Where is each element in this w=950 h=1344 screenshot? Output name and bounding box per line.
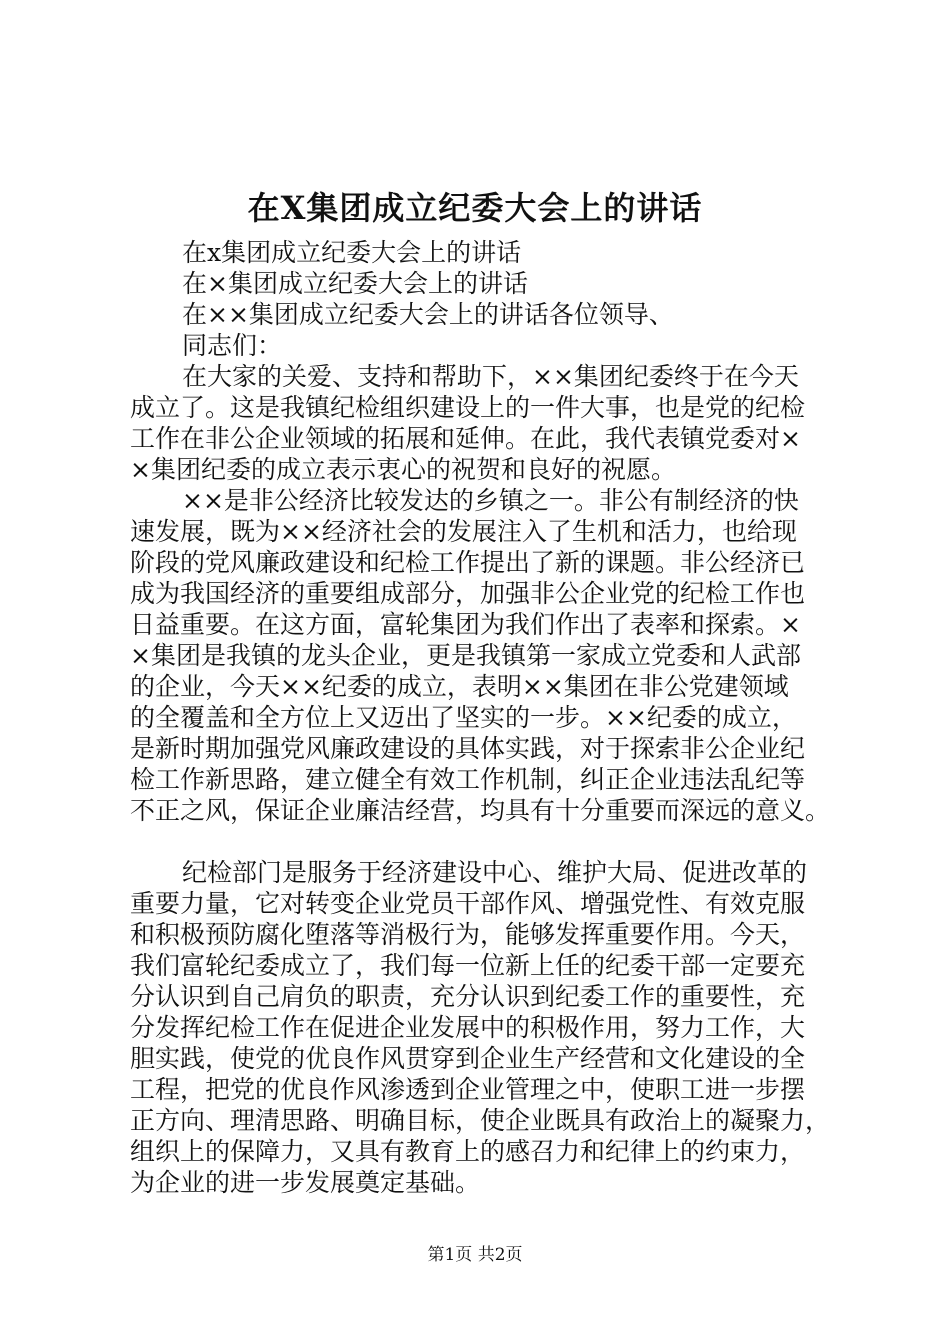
text-line: 在x集团成立纪委大会上的讲话 [182, 238, 522, 267]
text-line: 重要力量，它对转变企业党员干部作风、增强党性、有效克服 [130, 889, 806, 918]
text-line: 正方向、理清思路、明确目标，使企业既具有政治上的凝聚力， [130, 1106, 831, 1135]
text-line: 和积极预防腐化堕落等消极行为，能够发挥重要作用。今天， [130, 920, 806, 949]
text-line: 的企业，今天××纪委的成立，表明××集团在非公党建领域 [130, 672, 789, 701]
text-line: 不正之风，保证企业廉洁经营，均具有十分重要而深远的意义。 [130, 796, 831, 825]
text-line: 阶段的党风廉政建设和纪检工作提出了新的课题。非公经济已 [130, 548, 806, 577]
page-footer: 第1页 共2页 [427, 1245, 523, 1265]
text-line: 成立了。这是我镇纪检组织建设上的一件大事，也是党的纪检 [130, 393, 806, 422]
text-line: 组织上的保障力，又具有教育上的感召力和纪律上的约束力， [130, 1137, 806, 1166]
text-line: 日益重要。在这方面，富轮集团为我们作出了表率和探索。× [130, 610, 801, 639]
text-line: 在×集团成立纪委大会上的讲话 [182, 269, 528, 298]
text-line: 为企业的进一步发展奠定基础。 [130, 1168, 481, 1197]
text-line: ×集团是我镇的龙头企业，更是我镇第一家成立党委和人武部 [130, 641, 801, 670]
text-line: 在大家的关爱、支持和帮助下，××集团纪委终于在今天 [182, 362, 799, 391]
text-line: ×集团纪委的成立表示衷心的祝贺和良好的祝愿。 [130, 455, 676, 484]
document-body [130, 237, 830, 1198]
text-line: 胆实践，使党的优良作风贯穿到企业生产经营和文化建设的全 [130, 1044, 806, 1073]
text-line: 检工作新思路，建立健全有效工作机制，纠正企业违法乱纪等 [130, 765, 806, 794]
text-line: ××是非公经济比较发达的乡镇之一。非公有制经济的快 [182, 486, 799, 515]
text-line: 在××集团成立纪委大会上的讲话各位领导、 [182, 300, 674, 329]
text-line: 分发挥纪检工作在促进企业发展中的积极作用，努力工作，大 [130, 1013, 806, 1042]
text-line: 工作在非公企业领域的拓展和延伸。在此，我代表镇党委对× [130, 424, 801, 453]
text-line: 分认识到自己肩负的职责，充分认识到纪委工作的重要性，充 [130, 982, 806, 1011]
text-line: 同志们： [182, 331, 283, 360]
paragraph-gap [130, 826, 830, 857]
text-line: 是新时期加强党风廉政建设的具体实践，对于探索非公企业纪 [130, 734, 806, 763]
text-line: 我们富轮纪委成立了，我们每一位新上任的纪委干部一定要充 [130, 951, 806, 980]
text-line: 的全覆盖和全方位上又迈出了坚实的一步。××纪委的成立， [130, 703, 797, 732]
text-line: 成为我国经济的重要组成部分，加强非公企业党的纪检工作也 [130, 579, 806, 608]
document-title: 在X集团成立纪委大会上的讲话 [247, 189, 703, 227]
text-line: 纪检部门是服务于经济建设中心、维护大局、促进改革的 [182, 858, 808, 887]
text-line: 工程，把党的优良作风渗透到企业管理之中，使职工进一步摆 [130, 1075, 806, 1104]
text-line: 速发展，既为××经济社会的发展注入了生机和活力，也给现 [130, 517, 797, 546]
